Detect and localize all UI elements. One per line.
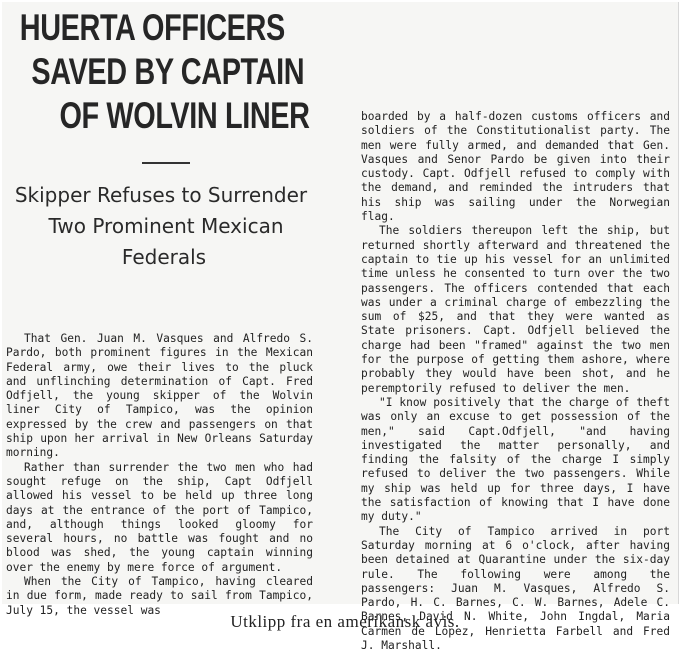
headline-line-2: SAVED BY CAPTAIN [31,51,305,92]
subhead-line-1: Skipper Refuses to Surrender [14,183,308,207]
headline-divider [142,162,190,164]
paragraph: The City of Tampico arrived in port Saturday morning at 6 o'clock, after having been detained at Quarantine under the six-day rule. The following were among the passengers: Juan M. Vasques, Alfredo S. Pardo, H. C. Barnes, C. W. Barnes, Adele C. Barnes, David N. White, John Ingdal, Maria Carmen de Lopez, Henrietta Farbell and Fred J. Marshall. [361,524,670,652]
subhead-line-3: Federals [121,245,207,269]
right-body-text [361,110,670,653]
left-column [8,6,320,273]
headline [19,6,310,138]
paragraph: The soldiers thereupon left the ship, but returned shortly afterward and threatened the captain to tie up his vessel for an unlimited time unless he consented to turn over the two passengers. The officers contended that each was under a criminal charge of embezzling the sum of $25, and that they were wanted as State prisoners. Capt. Odfjell believed the charge had been "framed" against the two men for the purpose of getting them ashore, where probably they would have been shot, and he peremptorily refused to deliver the men. [361,224,670,395]
subheadline [8,180,320,273]
paragraph: "I know positively that the charge of theft was only an excuse to get possession of the men," said Capt.Odfjell, "and having investigated the matter personally, and finding the falsity of the charge I simply refused to deliver the two passengers. While my ship was held up for three days, I have the satisfaction of knowing that I have done my duty." [361,395,670,524]
left-body-text [6,332,313,618]
paragraph: boarded by a half-dozen customs officers and soldiers of the Constitutionalist party. The men were fully armed, and demanded that Gen. Vasques and Senor Pardo be given into their custody. Capt. Odfjell refused to comply with the demand, and reminded the intruders that his ship was sailing under the Norwegian flag. [361,110,670,224]
headline-line-1: HUERTA OFFICERS [19,7,285,48]
image-caption: Utklipp fra en amerikansk avis. [230,612,460,631]
headline-line-3: OF WOLVIN LINER [59,95,310,136]
subhead-line-2: Two Prominent Mexican [48,214,284,238]
paragraph: That Gen. Juan M. Vasques and Alfredo S. Pardo, both prominent figures in the Mexican Federal army, owe their lives to the pluck and unflinching determination of Capt. Fred Odfjell, the young skipper of the Wolvin liner City of Tampico, was the opinion expressed by the crew and passengers on that ship upon her arrival in New Orleans Saturday morning. [6,332,313,460]
paragraph: Rather than surrender the two men who had sought refuge on the ship, Capt Odfjell allowed his vessel to be held up three long days at the entrance of the port of Tampico, and, although things looked gloomy for several hours, no battle was fought and no blood was shed, the young captain winning over the enemy by mere force of argument. [6,460,313,574]
paragraph: When the City of Tampico, having cleared in due form, made ready to sail from Tampico, July 15, the vessel was [6,575,313,617]
